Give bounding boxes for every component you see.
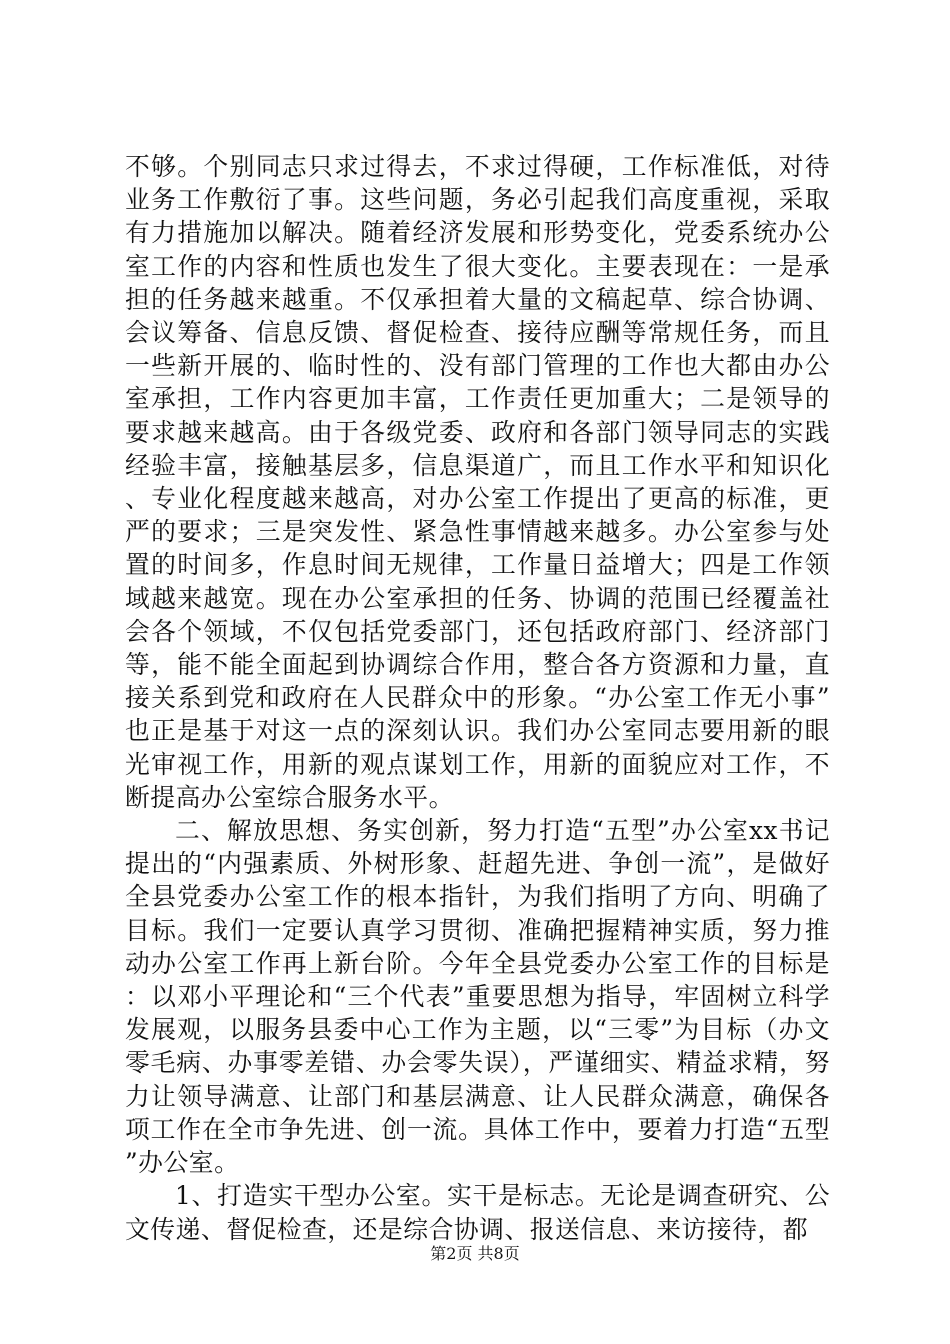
paragraph-3: 1、打造实干型办公室。实干是标志。无论是调查研究、公文传递、督促检查，还是综合协调、报送信息、来访接待，都: [125, 1181, 830, 1244]
paragraph-2: 二、解放思想、务实创新，努力打造“五型”办公室xx书记提出的“内强素质、外树形象、赶超先进、争创一流”，是做好全县党委办公室工作的根本指针，为我们指明了方向、明确了目标。我们一定要认真学习贯彻、准确把握精神实质，努力推动办公室工作再上新台阶。今年全县党委办公室工作的目标是：以邓小平理论和“三个代表”重要思想为指导，牢固树立科学发展观，以服务县委中心工作为主题，以“三零”为目标（办文零毛病、办事零差错、办会零失误），严谨细实、精益求精，努力让领导满意、让部门和基层满意、让人民群众满意，确保各项工作在全市争先进、创一流。具体工作中，要着力打造“五型”办公室。: [125, 816, 830, 1178]
page-footer: 第2页 共8页: [430, 1244, 520, 1263]
document-body: [125, 150, 830, 1246]
paragraph-1: 不够。个别同志只求过得去，不求过得硬，工作标准低，对待业务工作敷衍了事。这些问题，务必引起我们高度重视，采取有力措施加以解决。随着经济发展和形势变化，党委系统办公室工作的内容和性质也发生了很大变化。主要表现在：一是承担的任务越来越重。不仅承担着大量的文稿起草、综合协调、会议筹备、信息反馈、督促检查、接待应酬等常规任务，而且一些新开展的、临时性的、没有部门管理的工作也大都由办公室承担，工作内容更加丰富，工作责任更加重大；二是领导的要求越来越高。由于各级党委、政府和各部门领导同志的实践经验丰富，接触基层多，信息渠道广，而且工作水平和知识化、专业化程度越来越高，对办公室工作提出了更高的标准，更严的要求；三是突发性、紧急性事情越来越多。办公室参与处置的时间多，作息时间无规律，工作量日益增大；四是工作领域越来越宽。现在办公室承担的任务、协调的范围已经覆盖社会各个领域，不仅包括党委部门，还包括政府部门、经济部门等，能不能全面起到协调综合作用，整合各方资源和力量，直接关系到党和政府在人民群众中的形象。“办公室工作无小事”也正是基于对这一点的深刻认识。我们办公室同志要用新的眼光审视工作，用新的观点谋划工作，用新的面貌应对工作，不断提高办公室综合服务水平。: [125, 152, 830, 812]
